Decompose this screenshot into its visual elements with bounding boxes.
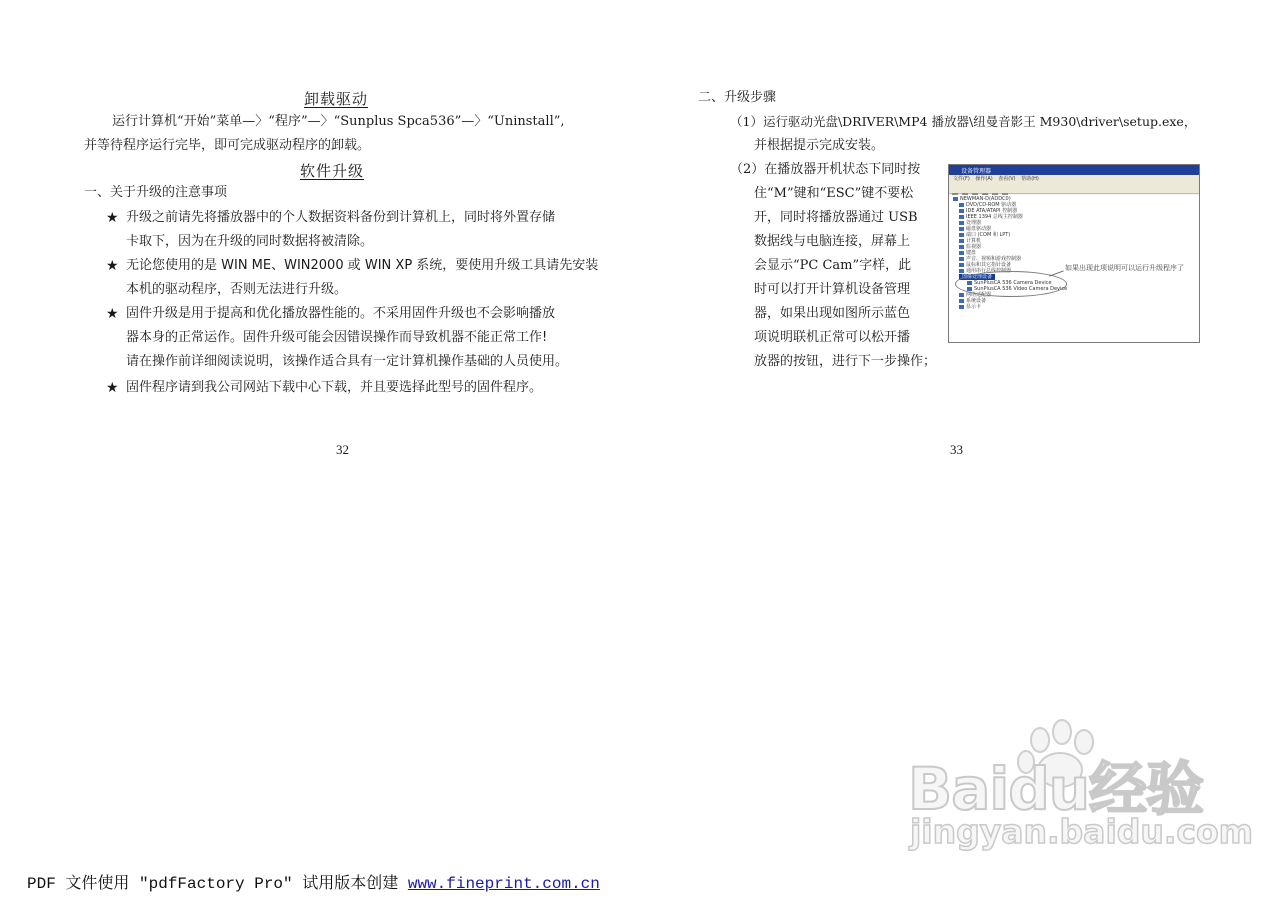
tree-item: 显示卡 — [959, 304, 981, 310]
note-3-line-1: 固件升级是用于提高和优化播放器性能的。不采用固件升级也不会影响播放 — [126, 306, 556, 321]
device-icon — [959, 209, 964, 213]
screenshot-menu-item: 文件(F) — [953, 176, 970, 182]
device-icon — [959, 257, 964, 261]
step-2-line-8: 项说明联机正常可以松开播 — [754, 330, 911, 345]
star-bullet-icon: ★ — [106, 380, 119, 396]
device-icon — [959, 269, 964, 273]
tree-item: 通用串行总线控制器 — [959, 268, 1011, 274]
page-number-right: 33 — [950, 442, 963, 457]
uninstall-title: 卸载驱动 — [304, 90, 369, 108]
uninstall-line-2: 并等待程序运行完毕，即可完成驱动程序的卸载。 — [84, 138, 371, 153]
footer-text: PDF 文件使用 "pdfFactory Pro" 试用版本创建 — [27, 875, 408, 893]
step-2-line-9: 放器的按钮，进行下一步操作； — [754, 354, 937, 369]
tree-item: SunPlusCA 536 Video Camera Device — [967, 286, 1067, 292]
note-4-line-1: 固件程序请到我公司网站下载中心下载，并且要选择此型号的固件程序。 — [126, 380, 543, 395]
note-2-line-1: 无论您使用的是 WIN ME、WIN2000 或 WIN XP 系统，要使用升级工具请先安装 — [126, 258, 599, 273]
steps-heading: 二、升级步骤 — [698, 90, 777, 105]
tree-item: 监视器 — [959, 244, 981, 250]
tree-item: IDE ATA/ATAPI 控制器 — [959, 208, 1017, 214]
screenshot-menubar — [949, 175, 1199, 184]
note-1-line-1: 升级之前请先将播放器中的个人数据资料备份到计算机上，同时将外置存储 — [126, 210, 556, 225]
screenshot-menu-item: 查看(V) — [998, 176, 1016, 182]
step-2-line-7: 器，如果出现如图所示蓝色 — [754, 306, 911, 321]
device-icon — [959, 299, 964, 303]
tree-item: DVD/CD-ROM 驱动器 — [959, 202, 1016, 208]
star-bullet-icon: ★ — [106, 210, 119, 226]
baidu-logo-watermark: Baidu经验 — [908, 755, 1204, 823]
tree-item: 鼠标和其它指针设备 — [959, 262, 1011, 268]
note-1-line-2: 卡取下，因为在升级的同时数据将被清除。 — [126, 234, 374, 249]
tree-item: IEEE 1394 总线主控制器 — [959, 214, 1023, 220]
device-icon — [959, 227, 964, 231]
page-number-left: 32 — [336, 442, 349, 457]
tree-item: 声音、视频和游戏控制器 — [959, 256, 1021, 262]
right-page — [698, 0, 1208, 470]
star-bullet-icon: ★ — [106, 306, 119, 322]
screenshot-menu-item: 操作(A) — [975, 176, 993, 182]
tree-item: 网络适配器 — [959, 292, 991, 298]
device-icon — [959, 245, 964, 249]
step-2-line-6: 时可以打开计算机设备管理 — [754, 282, 911, 297]
baidu-url-watermark: jingyan.baidu.com — [910, 812, 1254, 851]
left-page — [82, 0, 602, 470]
footer-link[interactable]: www.fineprint.com.cn — [407, 875, 600, 893]
device-icon — [959, 233, 964, 237]
tree-item-selected: 图像处理设备 — [959, 274, 995, 280]
device-icon — [959, 263, 964, 267]
tree-item: 处理器 — [959, 220, 981, 226]
device-icon — [959, 293, 964, 297]
note-3-line-3: 请在操作前详细阅读说明，该操作适合具有一定计算机操作基础的人员使用。 — [126, 354, 569, 369]
notes-heading: 一、关于升级的注意事项 — [84, 185, 228, 200]
tree-item: 端口 (COM 和 LPT) — [959, 232, 1010, 238]
tree-item: SunPlusCA 536 Camera Device — [967, 280, 1052, 286]
step-2-line-1: （2）在播放器开机状态下同时按 — [730, 162, 921, 177]
device-icon — [959, 203, 964, 207]
step-2-line-3: 开，同时将播放器通过 USB — [754, 210, 918, 225]
step-2-line-2: 住“M”键和“ESC”键不要松 — [754, 186, 914, 201]
step-2-line-5: 会显示“PC Cam”字样，此 — [754, 258, 912, 273]
device-icon — [959, 215, 964, 219]
uninstall-line-1: 运行计算机“开始”菜单—〉“程序”—〉“Sunplus Spca536”—〉“Uninstall”, — [112, 114, 565, 129]
tree-item: 计算机 — [959, 238, 981, 244]
star-bullet-icon: ★ — [106, 258, 119, 274]
screenshot-titlebar — [949, 165, 1199, 175]
screenshot-title: 设备管理器 — [961, 168, 992, 175]
screenshot-toolbar — [949, 184, 1199, 194]
upgrade-title: 软件升级 — [300, 162, 365, 180]
pdf-footer — [27, 870, 600, 893]
tree-item: 系统设备 — [959, 298, 986, 304]
device-icon — [959, 251, 964, 255]
device-icon — [959, 239, 964, 243]
note-2-line-2: 本机的驱动程序，否则无法进行升级。 — [126, 282, 348, 297]
step-1-line-2: 并根据提示完成安装。 — [754, 138, 885, 153]
computer-icon — [953, 197, 958, 201]
tree-item: 键盘 — [959, 250, 976, 256]
device-icon — [959, 305, 964, 309]
device-icon — [959, 221, 964, 225]
device-manager-screenshot — [948, 164, 1200, 343]
screenshot-annotation: 如果出现此项说明可以运行升级程序了 — [1065, 264, 1184, 272]
screenshot-menu-item: 帮助(H) — [1021, 176, 1039, 182]
step-2-line-4: 数据线与电脑连接，屏幕上 — [754, 234, 911, 249]
tree-item: 磁盘驱动器 — [959, 226, 991, 232]
tree-item: NEWMAN-D(ADDC0) — [953, 196, 1011, 202]
note-3-line-2: 器本身的正常运作。固件升级可能会因错误操作而导致机器不能正常工作! — [126, 330, 548, 345]
step-1-line-1: （1）运行驱动光盘\DRIVER\MP4 播放器\纽曼音影王 M930\driver\setup.exe， — [730, 114, 1197, 129]
